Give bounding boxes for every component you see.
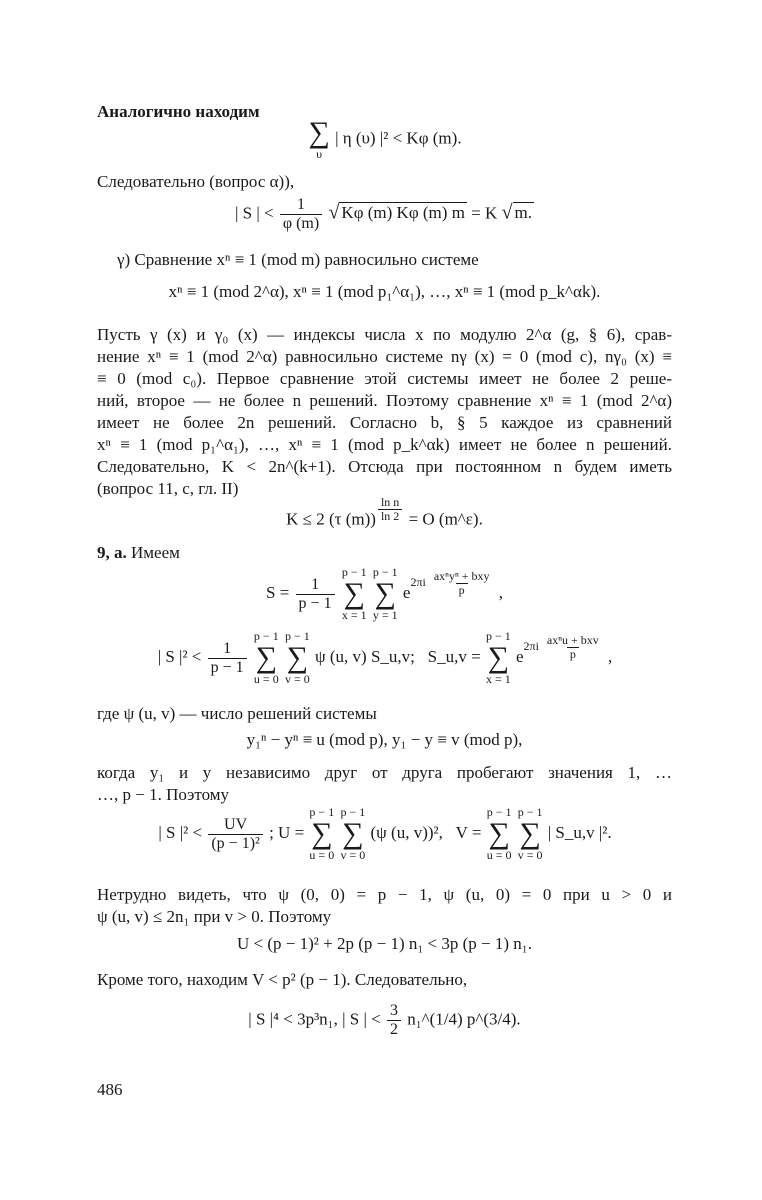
- fraction: $\frac{1}{p - 1}$: [208, 640, 247, 677]
- section-9a: 9, a. Имеем: [97, 543, 180, 562]
- sum-symbol: p − 1 ∑ u = 0: [486, 805, 512, 862]
- exponent-fraction: ln n ln 2: [378, 496, 402, 523]
- text-line: ≡ 0 (mod c₀). Первое сравнение этой системы имеет не более 2 реше-: [97, 369, 672, 388]
- fraction: $\frac{1}{\varphi (m)}$: [280, 196, 322, 233]
- paragraph-3: [97, 884, 672, 928]
- gamma-statement: γ) Сравнение xⁿ ≡ 1 (mod m) равносильно системе: [117, 250, 479, 269]
- intro-text: Аналогично находим: [97, 102, 260, 121]
- sum-symbol: ∑ υ: [308, 116, 330, 161]
- sum-symbol: p − 1 ∑ u = 0: [253, 629, 279, 686]
- text-line: Пусть γ (x) и γ₀ (x) — индексы числа x по модулю 2^α (g, § 6), срав-: [97, 325, 672, 344]
- sum-symbol: p − 1 ∑ v = 0: [517, 805, 543, 862]
- S-squared-bound: | S |² < $\frac{1}{p - 1}$ p − 1 ∑ u = 0 p − 1 ∑ v = 0 ψ (u, v) S_u,v; S_u,v = p − 1 ∑ x = 1 $e^{2\pi i ax^nu + bxv p}$ ,: [157, 629, 613, 686]
- text-line: нение xⁿ ≡ 1 (mod 2^α) равносильно системе nγ (x) = 0 (mod c), nγ₀ (x) ≡: [97, 347, 672, 366]
- eta-inequality: ∑ υ | η (υ) |² < Kφ (m).: [308, 116, 462, 161]
- question-alpha: Следовательно (вопрос α)),: [97, 172, 295, 191]
- exponent-fraction: axⁿu + bxv p: [546, 632, 599, 661]
- k-bound-equation: K ≤ 2 (τ (m)) $^{\frac{\text{ln n}}{\ln 2}}$ = O (m^ε).: [286, 495, 483, 529]
- page-number: 486: [97, 1080, 123, 1099]
- moreover-text: Кроме того, находим V < p² (p − 1). Следовательно,: [97, 970, 468, 989]
- text-line: (вопрос 11, c, гл. II): [97, 479, 239, 498]
- sum-symbol: p − 1 ∑ x = 1: [341, 565, 367, 622]
- sum-symbol: p − 1 ∑ u = 0: [309, 805, 335, 862]
- sum-symbol: p − 1 ∑ v = 0: [340, 805, 366, 862]
- exponent-fraction: axⁿyⁿ + bxy p: [433, 568, 490, 597]
- text-line: имеет не более 2n решений. Согласно b, § 5 каждое из сравнений: [97, 413, 672, 432]
- U-bound: U < (p − 1)² + 2p (p − 1) n₁ < 3p (p − 1) n₁.: [237, 934, 532, 953]
- fraction: $\frac{1}{p - 1}$: [296, 576, 335, 613]
- sum-symbol: p − 1 ∑ y = 1: [372, 565, 398, 622]
- gamma-system: xⁿ ≡ 1 (mod 2^α), xⁿ ≡ 1 (mod p₁^α₁), …, xⁿ ≡ 1 (mod p_k^αk).: [168, 282, 601, 301]
- fraction: $\frac{UV}{\text{(p − 1)²}}$: [208, 816, 262, 853]
- text-line: ний, второе — не более n решений. Поэтому сравнение xⁿ ≡ 1 (mod 2^α): [97, 391, 672, 410]
- fraction: $\frac{3}{2}$: [387, 1002, 401, 1039]
- s-bound-equation: | S | < $\frac{1}{\varphi (m)}$ √ Kφ (m) Kφ (m) m = K √ m.: [234, 196, 533, 232]
- S-definition: S = $\frac{1}{p - 1}$ p − 1 ∑ x = 1 p − 1 ∑ y = 1 $e^{2\pi i ax^ny^n + bxy p}$ ,: [266, 565, 503, 622]
- text-line: xⁿ ≡ 1 (mod p₁^α₁), …, xⁿ ≡ 1 (mod p_k^αk) имеет не более n решений.: [97, 435, 672, 454]
- text-line: когда y₁ и y независимо друг от друга пробегают значения 1, …: [97, 763, 672, 782]
- text-line: …, p − 1. Поэтому: [97, 785, 230, 804]
- text-line: Следовательно, K < 2n^(k+1). Отсюда при постоянном n будем иметь: [97, 457, 672, 476]
- UV-inequality: | S |² < $\frac{UV}{\text{(p − 1)²}}$ ; U = p − 1 ∑ u = 0 p − 1 ∑ v = 0 (ψ (u, v))², V = p − 1 ∑ u = 0 p − 1 ∑ v = 0 | S_u,v |².: [158, 805, 612, 862]
- sum-symbol: p − 1 ∑ v = 0: [284, 629, 310, 686]
- final-bound: | S |⁴ < 3p³n₁, | S | < $\frac{3}{2}$ n₁^(1/4) p^(3/4).: [248, 1002, 521, 1038]
- system-2: y₁ⁿ − yⁿ ≡ u (mod p), y₁ − y ≡ v (mod p),: [246, 730, 523, 749]
- where-text: где ψ (u, v) — число решений системы: [97, 704, 377, 723]
- paragraph-2: [97, 762, 672, 806]
- paragraph-1: [97, 324, 672, 500]
- text-line: Нетрудно видеть, что ψ (0, 0) = p − 1, ψ (u, 0) = 0 при u > 0 и: [97, 885, 672, 904]
- text-line: ψ (u, v) ≤ 2n₁ при v > 0. Поэтому: [97, 907, 332, 926]
- sum-symbol: p − 1 ∑ x = 1: [485, 629, 511, 686]
